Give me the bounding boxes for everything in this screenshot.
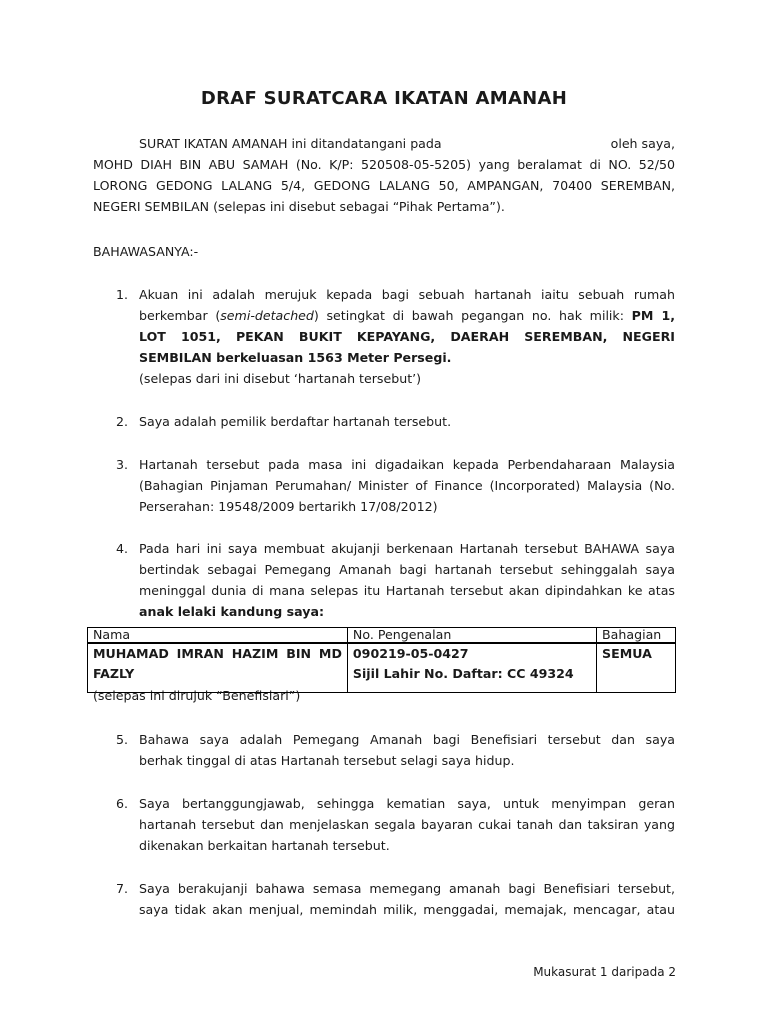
clause-1-line-3 — [139, 326, 675, 347]
clause-number: 1. — [116, 287, 129, 302]
property-location-bold: LOT 1051, PEKAN BUKIT KEPAYANG, DAERAH SEREMBAN, NEGERI — [139, 329, 675, 344]
clause-number: 3. — [116, 457, 129, 472]
property-area-bold: SEMBILAN berkeluasan 1563 Meter Persegi. — [139, 350, 452, 365]
semi-detached-italic: semi-detached — [220, 308, 314, 323]
beneficiary-share-cell — [597, 643, 676, 692]
table-header-row — [88, 628, 676, 644]
table-row — [88, 643, 676, 692]
beneficiary-name-cell — [88, 643, 348, 692]
header-bahagian: Bahagian — [597, 628, 676, 644]
intro-line-4: NEGERI SEMBILAN (selepas ini disebut sebagai “Pihak Pertama”). — [93, 199, 505, 214]
text-span: ) setingkat di bawah pegangan no. hak milik: — [313, 308, 624, 323]
beneficiary-table — [87, 627, 676, 693]
intro-line-1 — [93, 133, 675, 154]
clause-6-line-1: Saya bertanggungjawab, sehingga kematian saya, untuk menyimpan geran — [139, 796, 675, 811]
header-no-pengenalan: No. Pengenalan — [347, 628, 596, 644]
intro-line-2: MOHD DIAH BIN ABU SAMAH (No. K/P: 520508-05-5205) yang beralamat di NO. 52/50 — [93, 157, 675, 172]
clause-5-line-2: berhak tinggal di atas Hartanah tersebut selagi saya hidup. — [139, 753, 515, 768]
header-nama: Nama — [88, 628, 348, 644]
intro-paragraph — [93, 133, 675, 217]
clause-number: 7. — [116, 881, 129, 896]
beneficiary-ic: 090219-05-0427 — [352, 646, 469, 661]
clause-5-line-1: Bahawa saya adalah Pemegang Amanah bagi Benefisiari tersebut dan saya — [139, 732, 675, 747]
document-title: DRAF SURATCARA IKATAN AMANAH — [200, 88, 568, 109]
clause-3-line-3: Perserahan: 19548/2009 bertarikh 17/08/2012) — [139, 499, 438, 514]
clause-7-line-1: Saya berakujanji bahawa semasa memegang amanah bagi Benefisiari tersebut, — [139, 881, 675, 896]
clause-1-line-5: (selepas dari ini disebut ‘hartanah tersebut’) — [139, 371, 422, 386]
beneficiary-birth-cert: Sijil Lahir No. Daftar: CC 49324 — [352, 666, 574, 681]
clause-4-line-1: Pada hari ini saya membuat akujanji berkenaan Hartanah tersebut BAHAWA saya — [139, 541, 675, 556]
clause-7-line-2: saya tidak akan menjual, memindah milik, menggadai, memajak, mencagar, atau — [139, 902, 675, 917]
clause-3-line-2: (Bahagian Pinjaman Perumahan/ Minister of Finance (Incorporated) Malaysia (No. — [139, 478, 675, 493]
intro-oleh-saya: oleh saya, — [610, 136, 675, 151]
clause-4-line-2: bertindak sebagai Pemegang Amanah bagi hartanah tersebut sehinggalah saya — [139, 562, 675, 577]
clause-number: 6. — [116, 796, 129, 811]
intro-signing-text: SURAT IKATAN AMANAH ini ditandatangani pada — [139, 136, 442, 151]
beneficiary-intro-bold: anak lelaki kandung saya: — [139, 604, 325, 619]
clause-1-line-2 — [139, 305, 675, 326]
beneficiary-name-line-2: FAZLY — [93, 666, 135, 681]
beneficiary-id-cell — [347, 643, 596, 692]
clause-1-line-1: Akuan ini adalah merujuk kepada bagi sebuah hartanah iaitu sebuah rumah — [139, 287, 675, 302]
clause-1-line-4 — [139, 347, 675, 368]
clause-number: 2. — [116, 414, 129, 429]
beneficiary-share: SEMUA — [602, 646, 652, 661]
clause-2-line-1: Saya adalah pemilik berdaftar hartanah tersebut. — [139, 414, 452, 429]
intro-line-3: LORONG GEDONG LALANG 5/4, GEDONG LALANG 50, AMPANGAN, 70400 SEREMBAN, — [93, 178, 675, 193]
title-number-bold: PM 1, — [631, 308, 676, 323]
clause-6-line-2: hartanah tersebut dan menjelaskan segala bayaran cukai tanah dan taksiran yang — [139, 817, 675, 832]
clause-number: 5. — [116, 732, 129, 747]
text-span: berkembar ( — [139, 308, 221, 323]
clause-number: 4. — [116, 541, 129, 556]
beneficiary-name-line-1: MUHAMAD IMRAN HAZIM BIN MD — [93, 646, 342, 661]
clause-3-line-1: Hartanah tersebut pada masa ini digadaikan kepada Perbendaharaan Malaysia — [139, 457, 675, 472]
page-footer: Mukasurat 1 daripada 2 — [533, 965, 676, 979]
clause-6-line-3: dikenakan berkaitan hartanah tersebut. — [139, 838, 390, 853]
beneficiary-reference-note: (selepas ini dirujuk “Benefisiari”) — [93, 688, 301, 703]
bahawasanya-heading: BAHAWASANYA:- — [93, 244, 199, 259]
clause-4-line-4 — [139, 601, 675, 622]
clause-4-line-3: meninggal dunia di mana selepas itu Hartanah tersebut akan dipindahkan ke atas — [139, 583, 675, 598]
